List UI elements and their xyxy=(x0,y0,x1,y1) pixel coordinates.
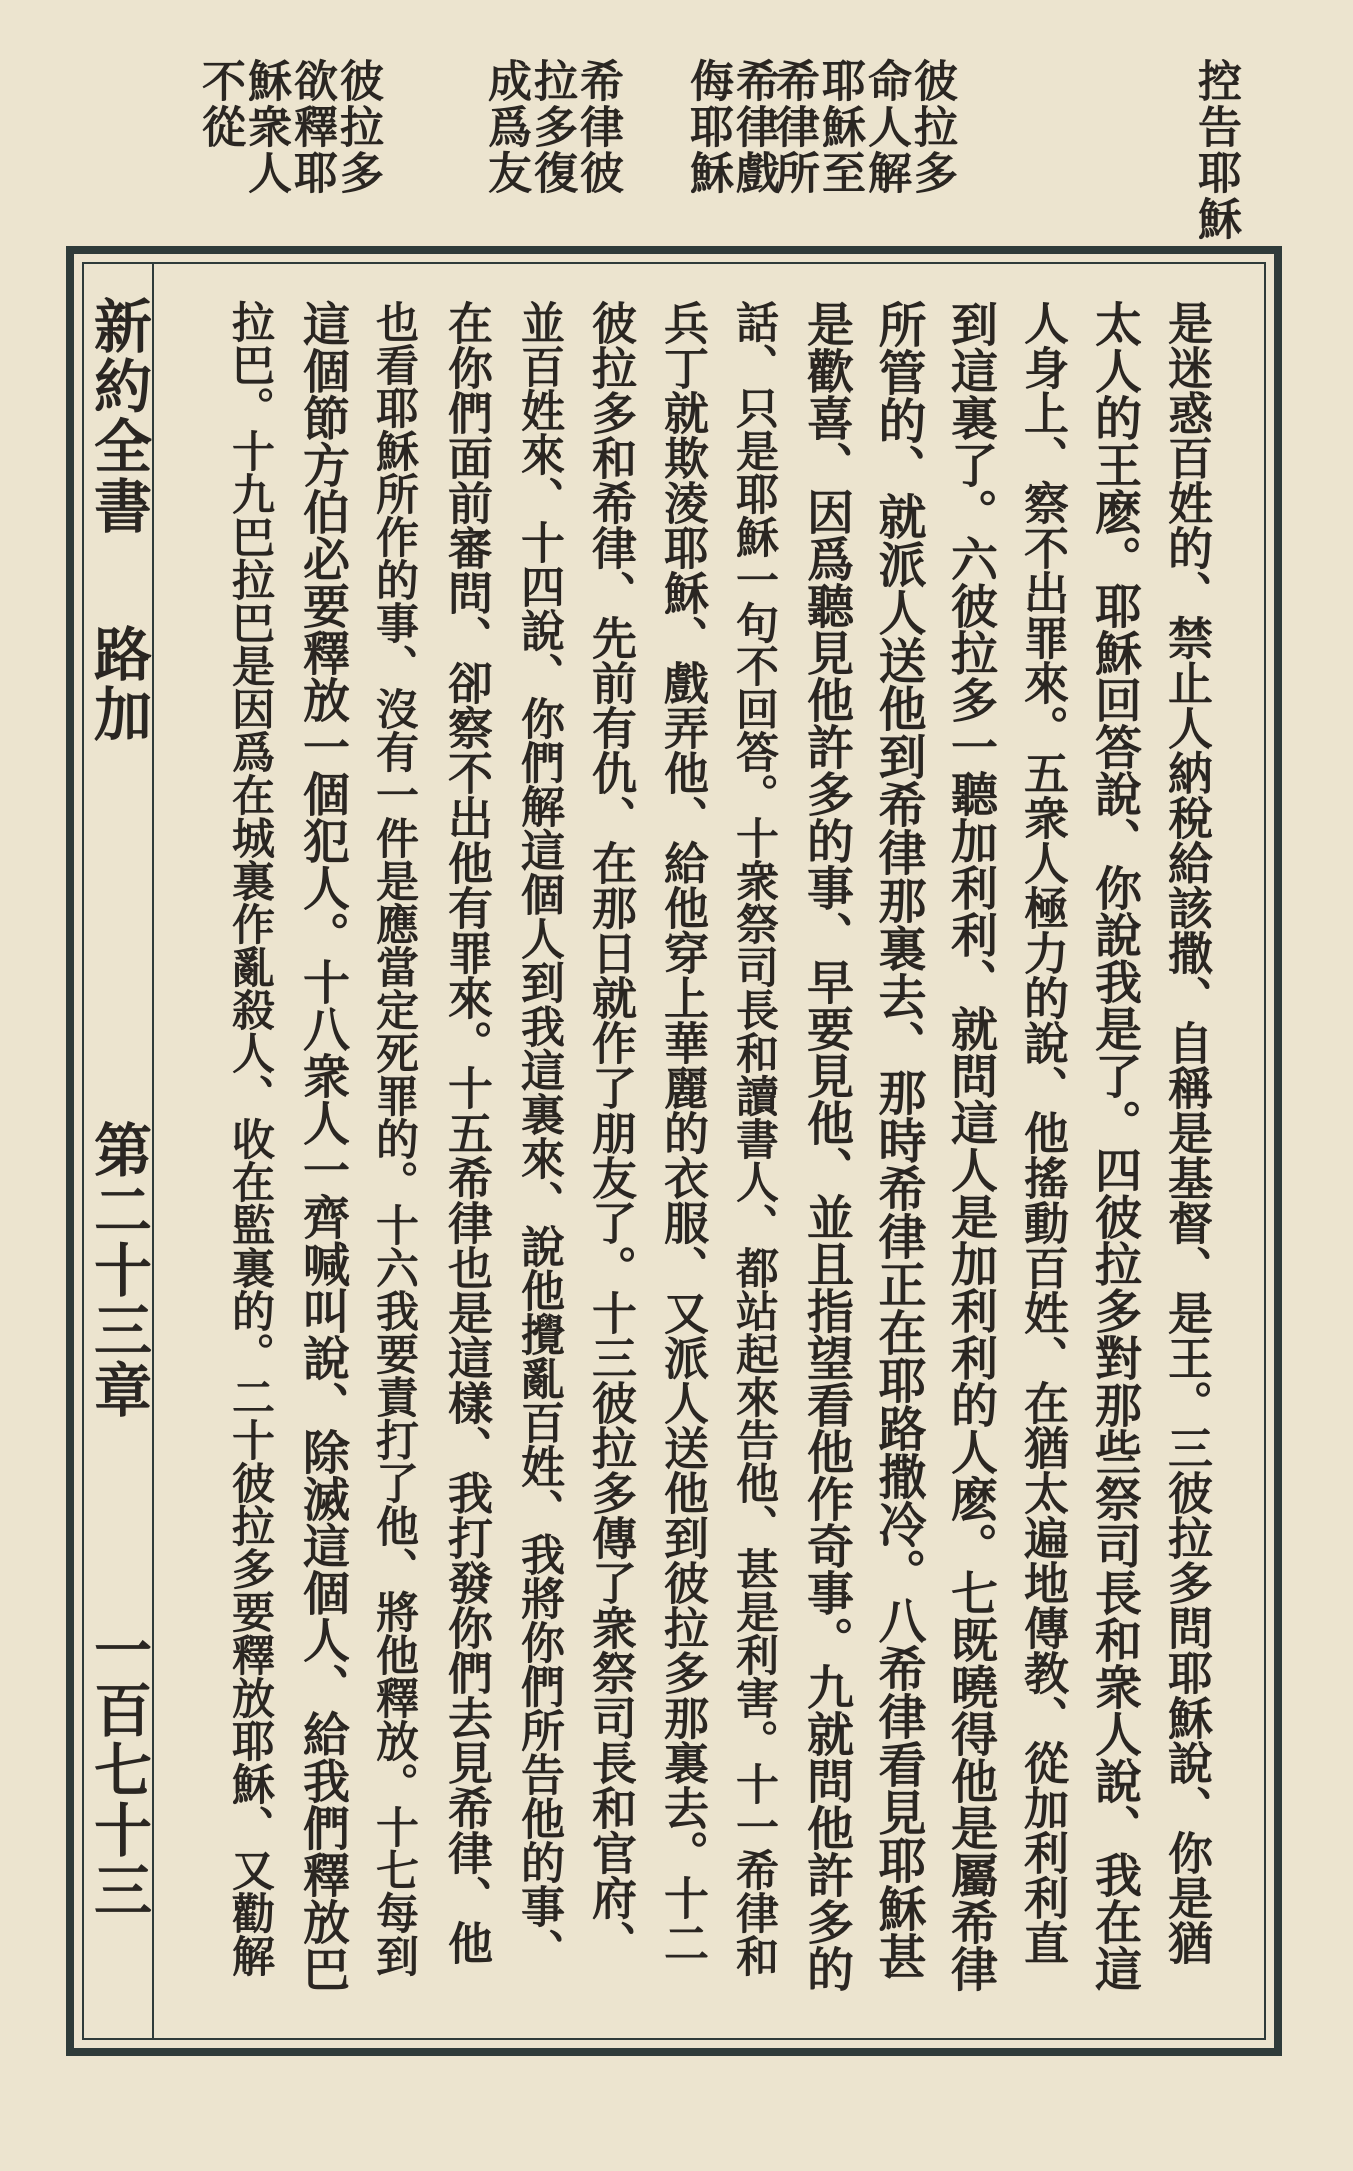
text-column: 到這裏了。六彼拉多一聽加利利、就問這人是加利利的人麽。七既曉得他是屬希律 xyxy=(943,300,998,1992)
running-head-book: 新約全書 xyxy=(84,296,152,536)
headnote-pilate-release: 彼拉多欲釋耶穌衆人不從 xyxy=(194,58,383,196)
running-head-chapter: 第二十三章 xyxy=(84,1120,152,1420)
headnote-sent-to-herod: 彼拉多命人解耶穌至希律所 xyxy=(768,58,957,196)
text-column: 兵丁就欺淩耶穌、戲弄他、給他穿上華麗的衣服、又派人送他到彼拉多那裏去。十二 xyxy=(656,300,709,1965)
text-column: 彼拉多和希律、先前有仇、在那日就作了朋友了。十三彼拉多傳了衆祭司長和官府、 xyxy=(584,300,637,1965)
text-column: 話、只是耶穌一句不回答。十衆祭司長和讀書人、都站起來告他、甚是利害。十一希律和 xyxy=(729,300,779,1977)
text-column: 是歡喜、因爲聽見他許多的事、早要見他、並且指望看他作奇事。九就問他許多的 xyxy=(799,300,854,1992)
headnote-herod-mocks: 希律戲侮耶穌 xyxy=(682,58,779,196)
running-head-divider xyxy=(152,262,154,2040)
text-column: 所管的、就派人送他到希律那裏去、那時希律正在耶路撒冷。八希律看見耶穌甚 xyxy=(870,300,926,1980)
text-column: 也看耶穌所作的事、沒有一件是應當定死罪的。十六我要責打了他、將他釋放。十七每到 xyxy=(369,300,419,1977)
page-number: 一百七十三 xyxy=(84,1620,152,1920)
text-column: 在你們面前審問、卻察不出他有罪來。十五希律也是這樣、我打發你們去見希律、他 xyxy=(440,300,493,1965)
text-column: 是迷惑百姓的、禁止人納稅給該撒、自稱是基督、是王。三彼拉多問耶穌說、你是猶 xyxy=(1160,300,1213,1965)
text-column: 太人的王麽。耶穌回答說、你說我是了。四彼拉多對那些祭司長和衆人說、我在這 xyxy=(1087,300,1142,1992)
running-head-gospel: 路加 xyxy=(84,624,152,744)
text-column: 這個節方伯必要釋放一個犯人。十八衆人一齊喊叫說、除滅這個人、給我們釋放巴 xyxy=(295,300,350,1992)
text-column: 並百姓來、十四說、你們解這個人到我這裏來、說他攪亂百姓、我將你們所告他的事、 xyxy=(513,300,564,1972)
headnote-accusation: 控告耶穌 xyxy=(1190,58,1241,242)
text-column: 拉巴。十九巴拉巴是因爲在城裏作亂殺人、收在監裏的。二十彼拉多要釋放耶穌、又勸解 xyxy=(225,300,275,1977)
text-column: 人身上、察不出罪來。五衆人極力的說、他搖動百姓、在猶太遍地傳教、從加利利直 xyxy=(1016,300,1069,1965)
headnote-become-friends: 希律彼拉多復成爲友 xyxy=(480,58,623,196)
